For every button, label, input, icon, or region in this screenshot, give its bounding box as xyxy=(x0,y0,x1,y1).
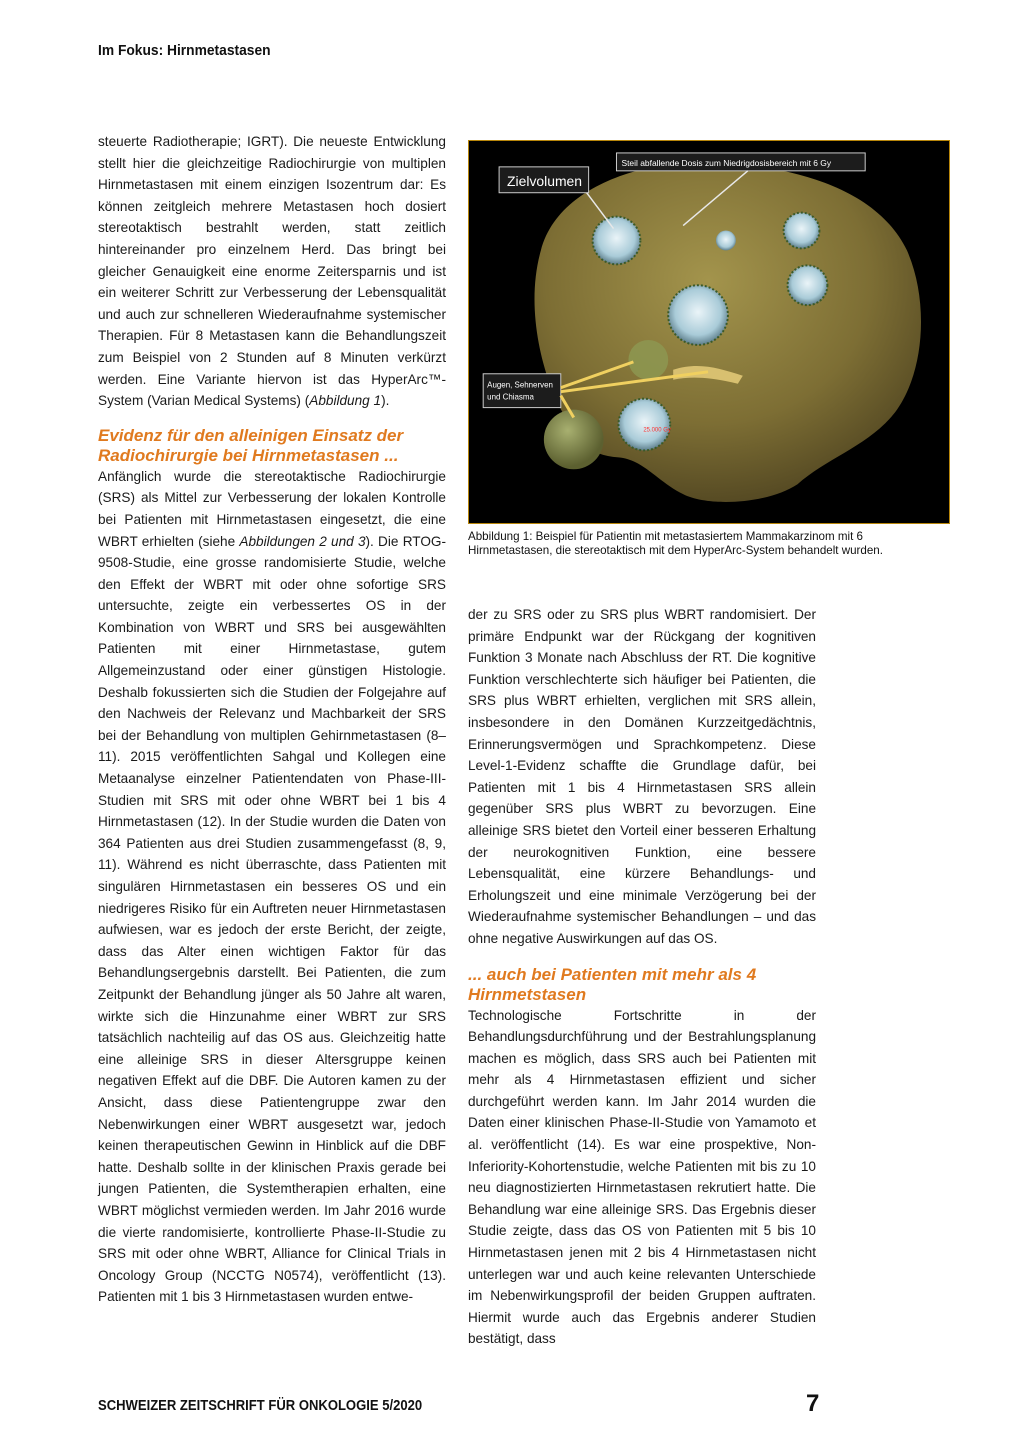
label-dose-box xyxy=(616,153,865,171)
intro-text-end: ). xyxy=(381,393,390,409)
section-heading-evidence: Evidenz für den alleinigen Einsatz der Radiochirurgie bei Hirnmetastasen ... xyxy=(98,425,404,465)
label-dose: Steil abfallende Dosis zum Niedrigdosisbereich mit 6 Gy xyxy=(621,157,832,168)
section-heading-more-metastases: ... auch bei Patienten mit mehr als 4 Hirnmetstasen xyxy=(468,964,757,1004)
running-header: Im Fokus: Hirnmetastasen xyxy=(98,42,271,59)
right-paragraph-2: Technologische Fortschritte in der Behandlungsdurchführung und der Bestrahlungsplanung machen es möglich, dass SRS auch bei Patienten mit mehr als 4 Hirnmetastasen effizient und sicher durchgeführt werden kann. Im Jahr 2014 wurden die Daten einer klinischen Phase-II-Studie von Yamamoto et al. veröffentlicht (14). Es war eine prospektive, Non-Inferiority-Kohortenstudie, welche Patienten mit bis zu 10 neu diagnostizierten Hirnmetastasen rekrutiert hatte. Die Behandlung war eine alleinige SRS. Das Ergebnis dieser Studie zeigte, dass das OS von Patienten mit 5 bis 10 Hirnmetastasen jenen mit 2 bis 4 Hirnmetastasen nicht unterlegen war und auch keine relevanten Unterschiede im Nebenwirkungsprofil der beiden Gruppen auftraten. Hiermit wurde auch das Ergebnis anderer Studien bestätigt, dass xyxy=(468,1007,816,1347)
figure-brain-render xyxy=(468,140,950,524)
figures-ref: Abbildungen 2 und 3 xyxy=(239,533,366,549)
figure-caption: Abbildung 1: Beispiel für Patientin mit metastasiertem Mammakarzinom mit 6 Hirnmetastasen, die stereotaktisch mit dem HyperArc-System behandelt wurden. xyxy=(468,530,883,557)
intro-paragraph xyxy=(98,131,446,412)
evidence-paragraph xyxy=(98,466,446,1308)
brain-render-image xyxy=(469,141,949,523)
left-column xyxy=(98,131,446,1308)
label-organs-box xyxy=(483,374,561,408)
label-target-box xyxy=(499,167,589,193)
right-paragraph-1: der zu SRS oder zu SRS plus WBRT randomisiert. Der primäre Endpunkt war der Rückgang der kognitiven Funktion 3 Monate nach Abschluss der RT. Die kognitive Funktion verschlechterte sich häufiger bei Patienten, die SRS plus WBRT erhielten, verglichen mit SRS allein, insbesondere in den Domänen Kurzzeitgedächtnis, Erinnerungsvermögen und Sprachkompetenz. Diese Level-1-Evidenz schaffte die Grundlage dafür, bei Patienten mit 1 bis 4 Hirnmetastasen SRS allein gegenüber SRS plus WBRT zu bevorzugen. Eine alleinige SRS bietet den Vorteil einer besseren Erhaltung der neurokognitiven Funktion, eine bessere Lebensqualität, eine kürzere Behandlungs- und Erholungszeit und eine minimale Verzögerung bei der Wiederaufnahme systemischer Behandlungen – und das ohne negative Auswirkungen auf das OS. xyxy=(468,607,816,946)
eyeball-shape xyxy=(544,410,604,470)
journal-footer: SCHWEIZER ZEITSCHRIFT FÜR ONKOLOGIE 5/2020 xyxy=(98,1398,423,1414)
right-column xyxy=(468,604,816,1350)
page-number: 7 xyxy=(806,1390,820,1417)
evidence-text-a: Anfänglich wurde die stereotaktische Radiochirurgie (SRS) als Mittel zur Verbesserung der lokalen Kontrolle bei Patienten mit Hirnmetastasen eingesetzt, die eine WBRT erhielten (siehe xyxy=(98,468,446,549)
label-target: Zielvolumen xyxy=(507,172,583,189)
evidence-text-b: ). Die RTOG-9508-Studie, eine grosse randomisierte Studie, welche den Effekt der WBRT mit oder ohne sofortige SRS untersuchte, zeigte ein verbessertes OS in der Kombination von WBRT und SRS bei ausgewählten Patienten mit einer Hirnmetastase, gutem Allgemeinzustand oder einer günstigen Histologie. Deshalb fokussierten sich die Studien der Folgejahre auf den Nachweis der Relevanz und Machbarkeit der SRS bei der Behandlung von multiplen Gehirnmetastasen (8–11). 2015 veröffentlichten Sahgal und Kollegen eine Metaanalyse einzelner Patientendaten von Phase-III-Studien mit SRS mit oder ohne WBRT bei 1 bis 4 Hirnmetastasen (12). In der Studie wurden die Daten von 364 Patienten aus drei Studien zusammengefasst (8, 9, 11). Während es nicht überraschte, dass Patienten mit singulären Hirnmetastasen ein besseres OS und ein niedrigeres Risiko für ein Auftreten neuer Hirnmetastasen aufwiesen, war es jedoch der erste Bericht, der zeigte, dass das Alter einen wichtigen Faktor für das Behandlungsergebnis darstellt. Bei Patienten, die zum Zeitpunkt der Behandlung jünger als 50 Jahre alt waren, wirkte sich die Hinzunahme einer WBRT zur SRS tatsächlich nachteilig auf das OS aus. Gleichzeitig hatte eine alleinige SRS in dieser Altersgruppe keinen negativen Effekt auf die DBF. Die Autoren kamen zu der Ansicht, dass diese Patientengruppe zwar den Nebenwirkungen einer WBRT ausgesetzt war, jedoch keinen therapeutischen Gewinn in Hinblick auf die DBF hatte. Deshalb sollte in der klinischen Praxis gerade bei jungen Patienten, die Systemtherapien erhalten, eine WBRT möglichst vermieden werden. Im Jahr 2016 wurde die vierte randomisierte, kontrollierte Phase-II-Studie zu SRS mit oder ohne WBRT, Alliance for Clinical Trials in Oncology Group (NCCTG N0574), veröffentlicht (13). Patienten mit 1 bis 3 Hirnmetastasen wurden entwe- xyxy=(98,533,446,1305)
eyeball-shape-2 xyxy=(628,340,668,380)
label-organs: Augen, Sehnerven und Chiasma xyxy=(487,380,553,402)
label-small: 25.000 Gy xyxy=(643,427,671,434)
intro-text: steuerte Radiotherapie; IGRT). Die neueste Entwicklung stellt hier die gleichzeitige Radiochirurgie von multiplen Hirnmetastasen mit einem einzigen Isozentrum dar: Es können zeitgleich mehrere Metastasen hoch dosiert stereotaktisch bestrahlt werden, statt zeitlich hintereinander pro einzelnem Herd. Das bringt bei gleicher Genauigkeit eine enorme Zeitersparnis und ist ein weiterer Schritt zur Verbesserung der Lebensqualität und auch zur schnelleren Wiederaufnahme systemischer Therapien. Für 8 Metastasen kann die Behandlungszeit zum Beispiel von 2 Stunden auf 8 Minuten verkürzt werden. Eine Variante hiervon ist das HyperArc™-System (Varian Medical Systems) ( xyxy=(98,134,446,409)
figure-ref: Abbildung 1 xyxy=(309,393,382,409)
